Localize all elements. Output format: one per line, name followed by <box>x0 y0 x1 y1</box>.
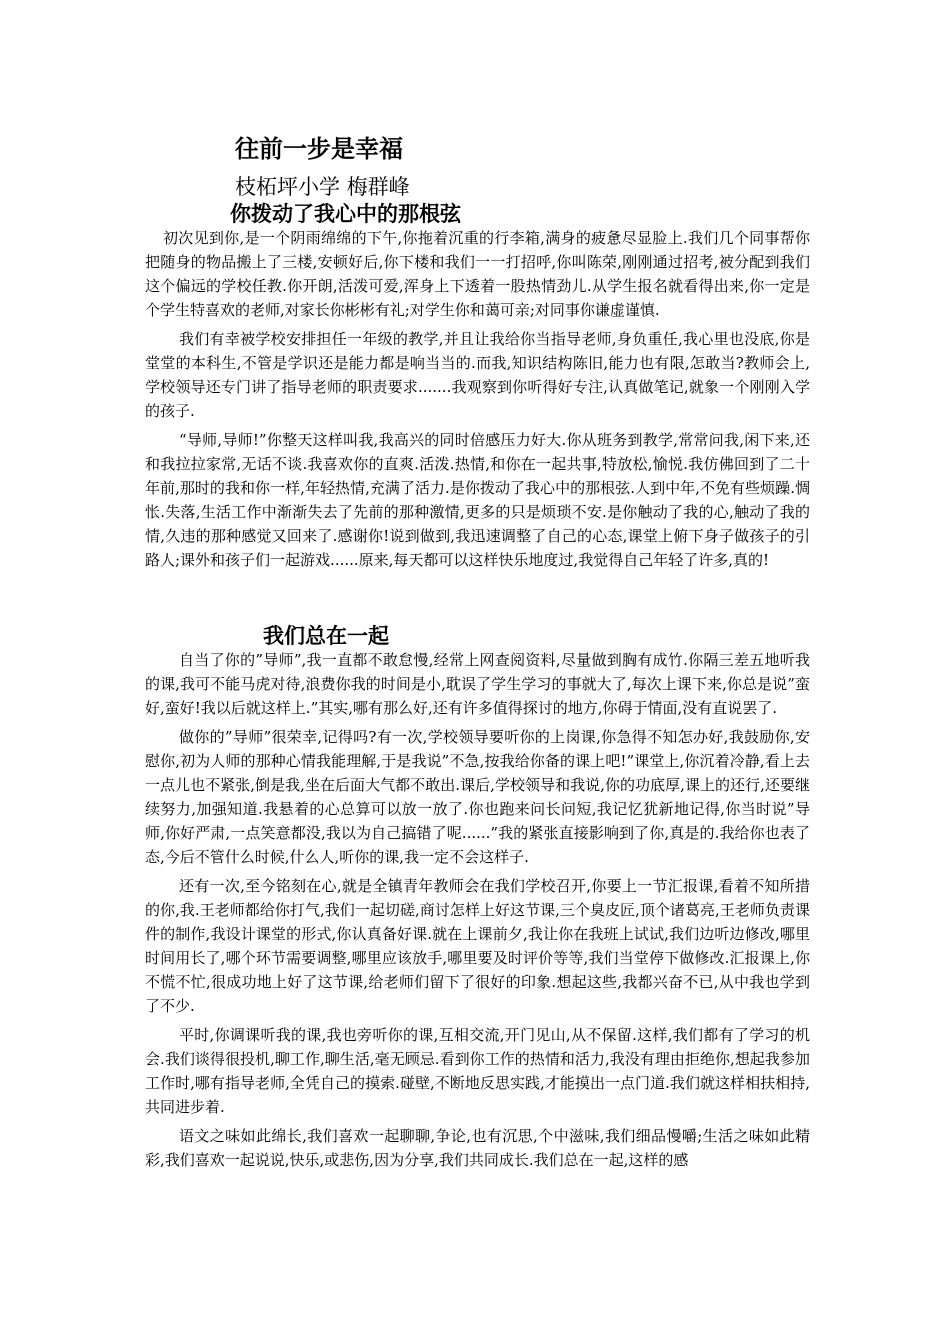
paragraph: 自当了你的”导师”,我一直都不敢怠慢,经常上网查阅资料,尽量做到胸有成竹.你隔三差五地听我的课,我可不能马虎对待,浪费你我的时间是小,耽误了学生学习的事就大了,每次上课下来,你总是说”蛮好,蛮好!我以后就这样上.”其实,哪有那么好,还有许多值得探讨的地方,你碍于情面,没有直说罢了. <box>145 651 810 717</box>
paragraph: “导师,导师!”你整天这样叫我,我高兴的同时倍感压力好大.你从班务到教学,常常问我,闲下来,还和我拉拉家常,无话不谈.我喜欢你的直爽.活泼.热情,和你在一起共事,特放松,愉悦.我仿佛回到了二十年前,那时的我和你一样,年轻热情,充满了活力.是你拨动了我心中的那根弦.人到中年,不免有些烦躁.惆怅.失落,生活工作中渐渐失去了先前的那种激情,更多的只是烦琐不安.是你触动了我的心,触动了我的情,久违的那种感觉又回来了.感谢你!说到做到,我迅速调整了自己的心态,课堂上俯下身子做孩子的引路人;课外和孩子们一起游戏......原来,每天都可以这样快乐地度过,我觉得自己年轻了许多,真的! <box>145 431 810 569</box>
paragraph: 初次见到你,是一个阴雨绵绵的下午,你拖着沉重的行李箱,满身的疲惫尽显脸上.我们几个同事帮你把随身的物品搬上了三楼,安顿好后,你下楼和我们一一打招呼,你叫陈荣,刚刚通过招考,被分配到我们这个偏远的学校任教.你开朗,活泼可爱,浑身上下透着一股热情劲儿.从学生报名就看得出来,你一定是个学生特喜欢的老师,对家长你彬彬有礼;对学生你和蔼可亲;对同事你谦虚谨慎. <box>145 229 810 319</box>
paragraph: 平时,你调课听我的课,我也旁听你的课,互相交流,开门见山,从不保留.这样,我们都有了学习的机会.我们谈得很投机,聊工作,聊生活,毫无顾忌.看到你工作的热情和活力,我没有理由拒绝你,想起我参加工作时,哪有指导老师,全凭自己的摸索.碰壁,不断地反思实践,才能摸出一点门道.我们就这样相扶相持,共同进步着. <box>145 1026 810 1116</box>
paragraph: 做你的”导师”很荣幸,记得吗?有一次,学校领导要听你的上岗课,你急得不知怎办好,我鼓励你,安慰你,初为人师的那种心情我能理解,于是我说”不急,按我给你备的课上吧!”课堂上,你沉着冷静,看上去一点儿也不紧张,倒是我,坐在后面大气都不敢出.课后,学校领导和我说,你的功底厚,课上的还行,还要继续努力,加强知道.我悬着的心总算可以放一放了.你也跑来问长问短,我记忆犹新地记得,你当时说”导师,你好严肃,一点笑意都没,我以为自己搞错了呢......”我的紧张直接影响到了你,真是的.我给你也表了态,今后不管什么时候,什么人,听你的课,我一定不会这样子. <box>145 728 810 866</box>
section-heading: 我们总在一起 <box>263 624 389 648</box>
author-line: 枝柘坪小学 梅群峰 <box>235 175 410 199</box>
section-body <box>145 648 810 1177</box>
paragraph: 语文之味如此绵长,我们喜欢一起聊聊,争论,也有沉思,个中滋味,我们细品慢嚼;生活之味如此精彩,我们喜欢一起说说,快乐,或悲伤,因为分享,我们共同成长.我们总在一起,这样的感 <box>145 1127 810 1169</box>
section-body <box>145 226 810 577</box>
section-heading: 你拨动了我心中的那根弦 <box>230 202 461 226</box>
paragraph: 还有一次,至今铭刻在心,就是全镇青年教师会在我们学校召开,你要上一节汇报课,看着不知所措的你,我.王老师都给你打气,我们一起切磋,商讨怎样上好这节课,三个臭皮匠,顶个诸葛亮,王老师负责课件的制作,我设计课堂的形式,你认真备好课.就在上课前夕,我让你在我班上试试,我们边听边修改,哪里时间用长了,哪个环节需要调整,哪里应该放手,哪里要及时评价等等,我们当堂停下做修改.汇报课上,你不慌不忙,很成功地上好了这节课,给老师们留下了很好的印象.想起这些,我都兴奋不已,从中我也学到了不少. <box>145 877 810 1015</box>
document-title: 往前一步是幸福 <box>235 135 403 163</box>
paragraph: 我们有幸被学校安排担任一年级的教学,并且让我给你当指导老师,身负重任,我心里也没底,你是堂堂的本科生,不管是学识还是能力都是响当当的.而我,知识结构陈旧,能力也有限,怎敢当?教师会上,学校领导还专门讲了指导老师的职责要求.......我观察到你听得好专注,认真做笔记,就象一个刚刚入学的孩子. <box>145 330 810 420</box>
